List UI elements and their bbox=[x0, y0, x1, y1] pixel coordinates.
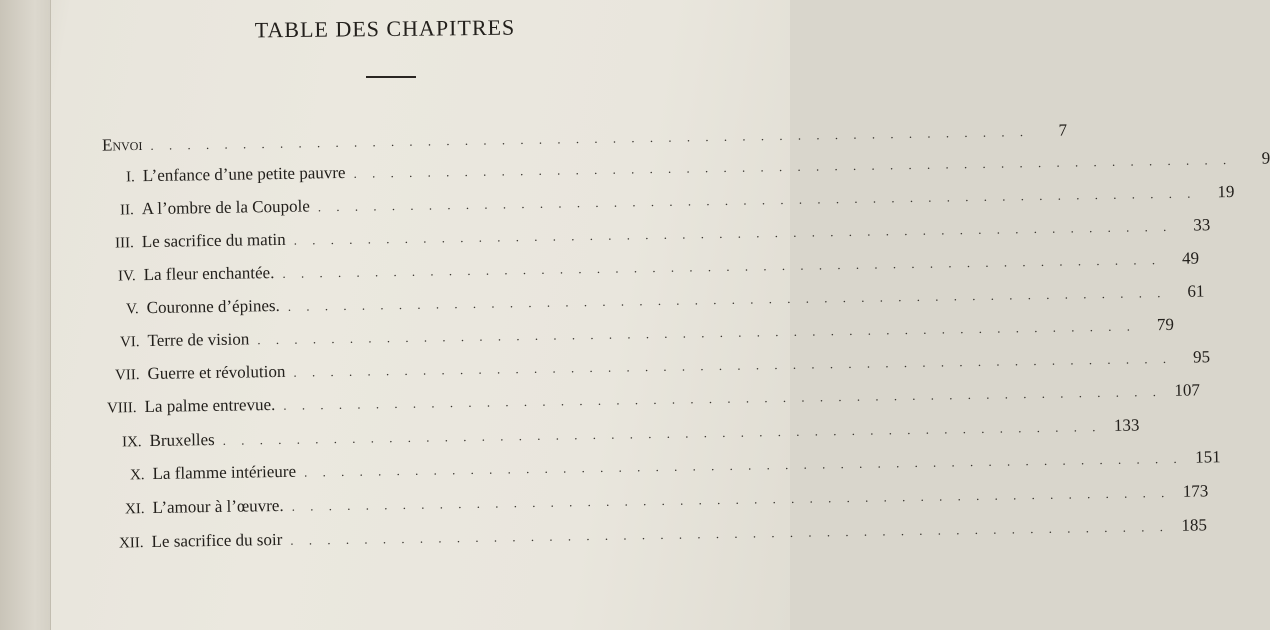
toc-entry-label: L’enfance d’une petite pauvre bbox=[142, 162, 346, 186]
toc-entry-number: VI. bbox=[119, 334, 140, 351]
toc-leader-dots: . . . . . . . . . . . . . . . . . . . . . . . . . . . . . . . . . . . . . . . . . . . . . . . . bbox=[353, 152, 1233, 181]
toc-leader-dots: . . . . . . . . . . . . . . . . . . . . . . . . . . . . . . . . . . . . . . . . . . . . . . . . bbox=[291, 484, 1171, 514]
toc-entry-number: VII. bbox=[114, 367, 140, 384]
toc-entry-2 bbox=[119, 181, 1235, 224]
toc-entry-number: IX. bbox=[121, 434, 142, 451]
toc-entry-8 bbox=[106, 380, 1201, 421]
toc-entry-number: IV. bbox=[117, 268, 136, 285]
toc-entry-page: 7 bbox=[1058, 120, 1068, 140]
toc-leader-dots: . . . . . . . . . . . . . . . . . . . . . . . . . . . . . . . . . . . . . . . . . . . . . . . . bbox=[222, 419, 1102, 448]
toc-entry-number: XI. bbox=[124, 501, 145, 518]
toc-entry-page: 79 bbox=[1156, 314, 1175, 335]
toc-leader-dots: . . . . . . . . . . . . . . . . . . . . . . . . . . . . . . . . . . . . . . . . . . . . . . . . bbox=[290, 519, 1170, 548]
toc-entry-label: La palme entrevue. bbox=[144, 394, 276, 416]
toc-entry-page: 95 bbox=[1192, 347, 1211, 367]
toc-entry-page: 33 bbox=[1193, 215, 1211, 235]
toc-entry-label: Terre de vision bbox=[147, 329, 250, 351]
toc-entry-number: V. bbox=[125, 301, 139, 318]
page-title: TABLE DES CHAPITRES bbox=[254, 14, 516, 43]
toc-entry-label: L’amour à l’œuvre. bbox=[152, 495, 284, 517]
toc-entry-label: La flamme intérieure bbox=[152, 461, 297, 484]
toc-leader-dots: . . . . . . . . . . . . . . . . . . . . . . . . . . . . . . . . . . . . . . . . . . . . . . . . bbox=[257, 318, 1137, 348]
toc-entry-page: 133 bbox=[1113, 415, 1140, 435]
toc-entry-1 bbox=[125, 148, 1270, 191]
toc-entry-11 bbox=[124, 481, 1209, 523]
toc-entry-6 bbox=[119, 314, 1175, 356]
toc-entry-12 bbox=[118, 515, 1208, 557]
toc-entry-number: I. bbox=[125, 169, 135, 186]
toc-entry-label: Couronne d’épines. bbox=[146, 295, 280, 318]
toc-entry-label: Envoi bbox=[101, 134, 143, 155]
toc-entry-number: VIII. bbox=[106, 400, 137, 417]
toc-entry-7 bbox=[114, 347, 1211, 389]
toc-entry-page: 173 bbox=[1182, 481, 1209, 501]
toc-entry-number: XII. bbox=[118, 535, 144, 552]
toc-entry-page: 61 bbox=[1187, 281, 1205, 301]
toc-leader-dots: . . . . . . . . . . . . . . . . . . . . . . . . . . . . . . . . . . . . . . . . . . . . . . . . bbox=[150, 124, 1030, 153]
toc-entry-label: Bruxelles bbox=[149, 429, 215, 451]
toc-entry-number: III. bbox=[114, 235, 134, 252]
toc-entry-9 bbox=[121, 415, 1140, 456]
toc-leader-dots: . . . . . . . . . . . . . . . . . . . . . . . . . . . . . . . . . . . . . . . . . . . . . . . . bbox=[282, 252, 1162, 281]
toc-entry-5 bbox=[125, 281, 1205, 323]
toc-entry-page: 19 bbox=[1217, 181, 1235, 202]
toc-leader-dots: . . . . . . . . . . . . . . . . . . . . . . . . . . . . . . . . . . . . . . . . . . . . . . . . bbox=[317, 185, 1197, 215]
toc-entry-10 bbox=[129, 447, 1221, 489]
toc-leader-dots: . . . . . . . . . . . . . . . . . . . . . . . . . . . . . . . . . . . . . . . . . . . . . . . . bbox=[293, 350, 1173, 380]
toc-entry-label: Le sacrifice du matin bbox=[141, 229, 286, 252]
toc-entry-label: Guerre et révolution bbox=[147, 361, 286, 383]
toc-entry-label: La fleur enchantée. bbox=[143, 263, 275, 285]
toc-entry-envoi bbox=[101, 120, 1068, 159]
toc-entry-number: II. bbox=[119, 202, 134, 219]
toc-entry-label: A l’ombre de la Coupole bbox=[141, 196, 310, 219]
toc-entry-page: 185 bbox=[1181, 515, 1208, 535]
toc-entry-page: 107 bbox=[1174, 380, 1201, 400]
toc-entry-page: 49 bbox=[1181, 248, 1200, 268]
toc-entry-number: X. bbox=[129, 467, 145, 484]
toc-entry-4 bbox=[117, 248, 1200, 290]
toc-leader-dots: . . . . . . . . . . . . . . . . . . . . . . . . . . . . . . . . . . . . . . . . . . . . . . . . bbox=[283, 383, 1163, 413]
toc-entry-page: 151 bbox=[1195, 447, 1221, 467]
toc-leader-dots: . . . . . . . . . . . . . . . . . . . . . . . . . . . . . . . . . . . . . . . . . . . . . . . . bbox=[303, 450, 1183, 480]
toc-leader-dots: . . . . . . . . . . . . . . . . . . . . . . . . . . . . . . . . . . . . . . . . . . . . . . . . bbox=[287, 285, 1167, 314]
toc-entry-page: 9 bbox=[1261, 148, 1270, 168]
toc-entry-3 bbox=[114, 215, 1211, 257]
toc-entry-label: Le sacrifice du soir bbox=[151, 529, 283, 551]
toc-leader-dots: . . . . . . . . . . . . . . . . . . . . . . . . . . . . . . . . . . . . . . . . . . . . . . . . bbox=[293, 218, 1173, 248]
